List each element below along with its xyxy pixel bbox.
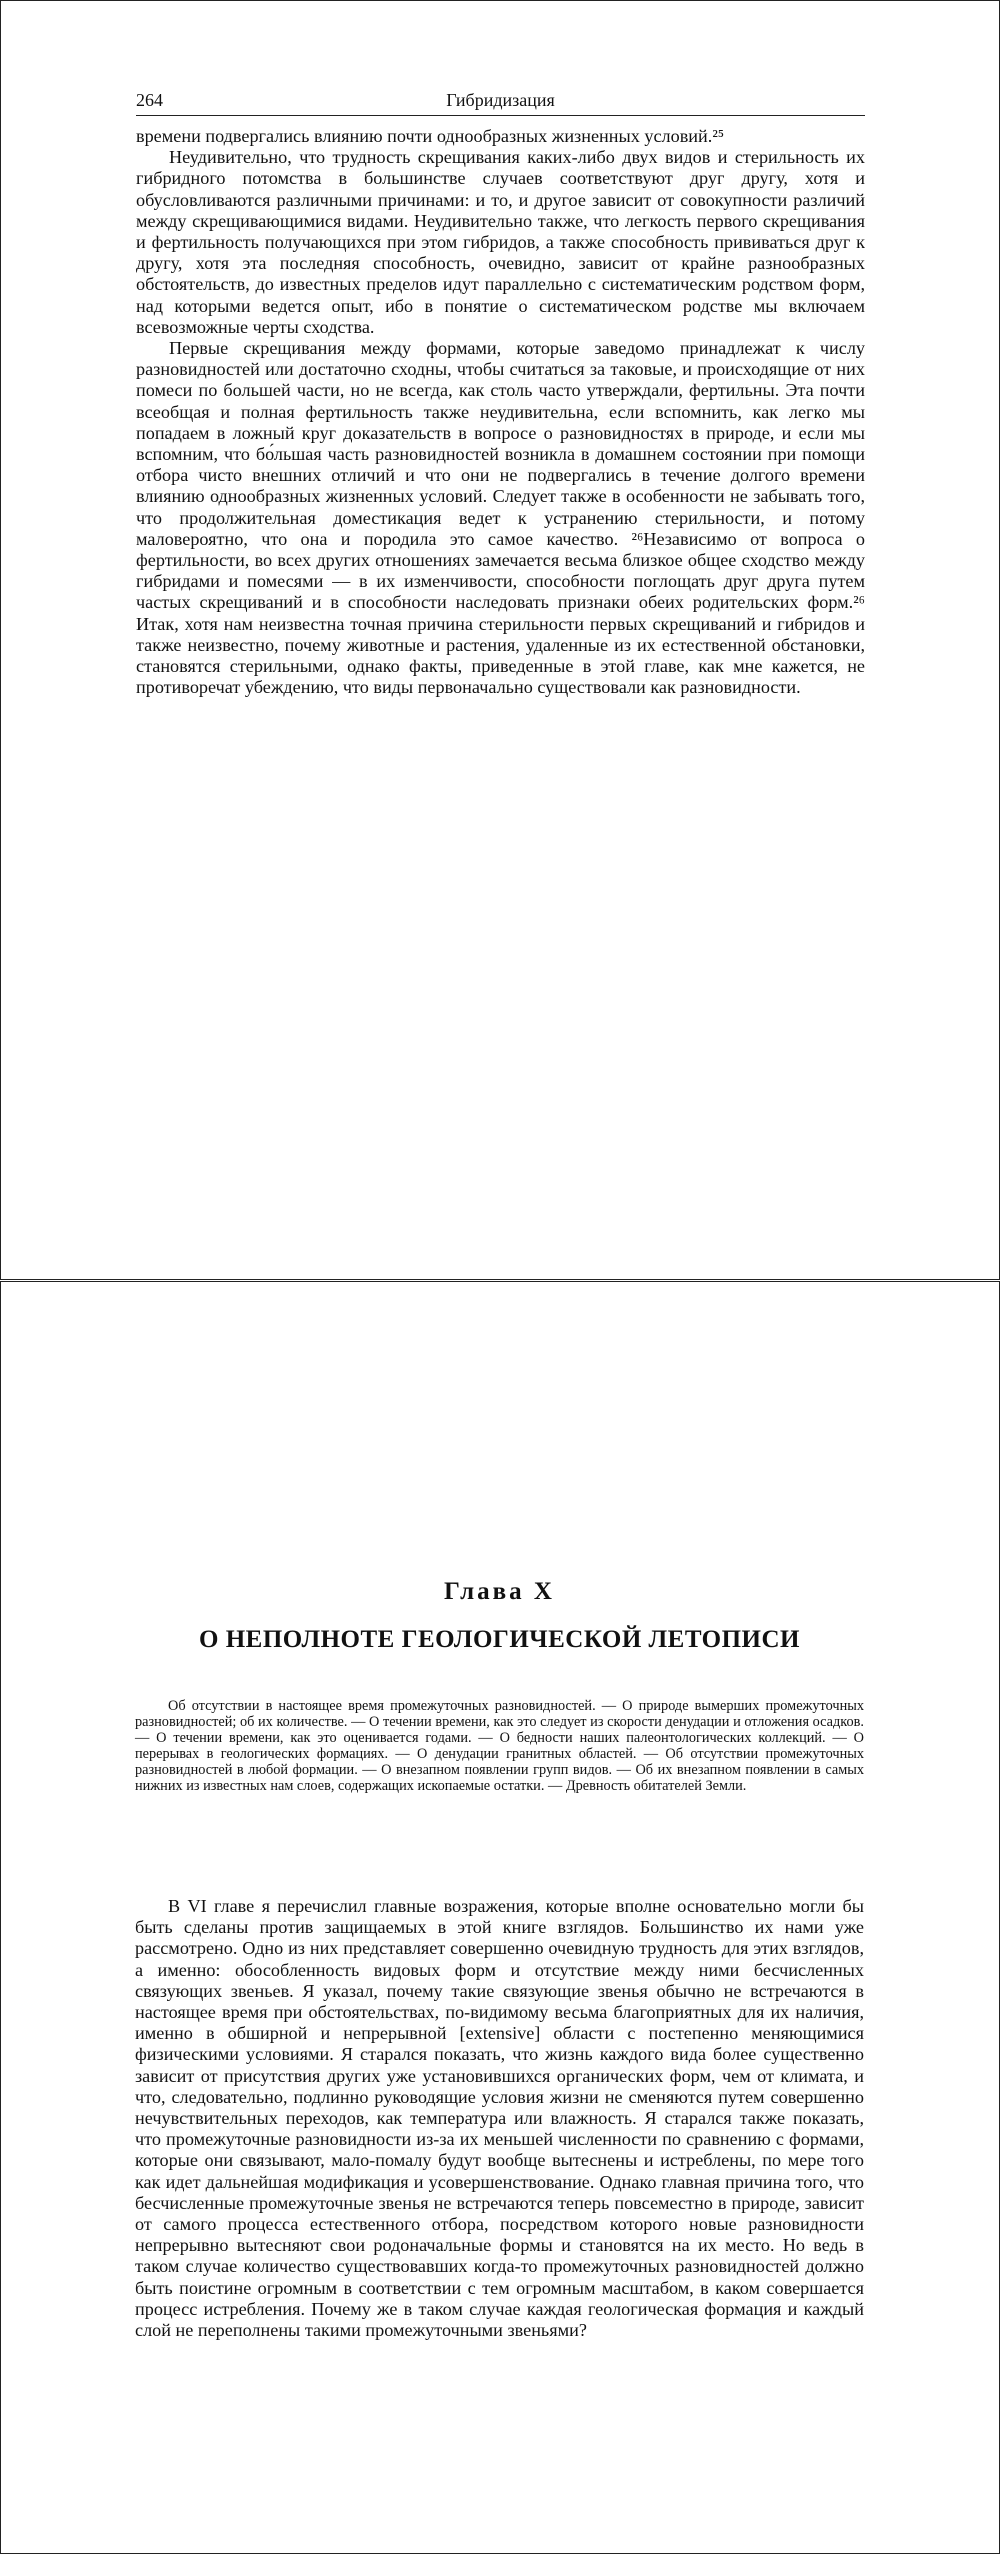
running-title: Гибридизация [446,90,555,110]
chapter-synopsis: Об отсутствии в настоящее время промежуточных разновидностей. — О природе вымерших промежуточных разновидностей; об их количестве. — О течении времени, как это следует из скорости денудации и отложения осадков. — О течении времени, как это оценивается годами. — О бедности наших палеонтологических коллекций. — О перерывах в геологических формациях. — О денудации гранитных областей. — Об отсутствии промежуточных разновидностей в любой формации. — О внезапном появлении групп видов. — Об их внезапном появлении в самых нижних из известных нам слоев, содержащих ископаемые остатки. — Древность обитателей Земли. [135,1698,864,1794]
page-number: 264 [136,90,163,110]
paragraph: В VI главе я перечислил главные возражения, которые вполне основательно могли бы быть сделаны против защищаемых в этой книге взглядов. Большинство их нами уже рассмотрено. Одно из них представляет совершенно очевидную трудность для этих взглядов, а именно: обособленность видовых форм и отсутствие между ними бесчисленных связующих звеньев. Я указал, почему такие связующие звенья обычно не встречаются в настоящее время при обстоятельствах, по-видимому весьма благоприятных для их наличия, именно в обширной и непрерывной [extensive] области с постепенно меняющимися физическими условиями. Я старался показать, что жизнь каждого вида более существенно зависит от присутствия других уже установившихся органических форм, чем от климата, и что, следовательно, подлинно руководящие условия жизни не сменяются путем совершенно нечувствительных переходов, как температура или влажность. Я старался также показать, что промежуточные разновидности из-за их меньшей численности по сравнению с формами, которые они связывают, мало-помалу будут вообще вытеснены и истреблены, по мере того как идет дальнейшая модификация и усовершенствование. Однако главная причина того, что бесчисленные промежуточные звенья не встречаются теперь повсеместно в природе, зависит от самого процесса естественного отбора, посредством которого новые разновидности непрерывно вытесняют свои родоначальные формы и становятся на их место. Но ведь в таком случае количество существовавших когда-то промежуточных разновидностей должно быть поистине огромным в соответствии с тем огромным масштабом, в каком совершается процесс истребления. Почему же в таком случае каждая геологическая формация и каждый слой не переполнены такими промежуточными звеньями? [135,1896,864,2341]
chapter-number: Глава X [444,1578,555,1605]
paragraph: времени подвергались влиянию почти однообразных жизненных условий.²⁵ [136,126,725,146]
paragraph: Первые скрещивания между формами, которые заведомо принадлежат к числу разновидностей или достаточно сходны, чтобы считаться за таковые, и происходящие от них помеси по большей части, но не всегда, как столь часто утверждали, фертильны. Эта почти всеобщая и полная фертильность также неудивительна, если вспомнить, как легко мы попадаем в ложный круг доказательств в вопросе о разновидностях в природе, и если мы вспомним, что бо́льшая часть разновидностей возникла в домашнем состоянии при помощи отбора чисто внешних отличий и что они не подвергались в течение долгого времени влиянию однообразных жизненных условий. Следует также в особенности не забывать того, что продолжительная доместикация ведет к устранению стерильности, и потому маловероятно, что она и породила это самое качество. ²⁶Независимо от вопроса о фертильности, во всех других отношениях замечается весьма близкое общее сходство между гибридами и помесями — в их изменчивости, способности поглощать друг друга путем частых скрещиваний и в способности наследовать признаки обеих родительских форм.²⁶ Итак, хотя нам неизвестна точная причина стерильности первых скрещиваний и гибридов и также неизвестно, почему животные и растения, удаленные из их естественной обстановки, становятся стерильными, однако факты, приведенные в этой главе, как мне кажется, не противоречат убеждению, что виды первоначально существовали как разновидности. [136,338,865,698]
chapter-body [135,1896,864,2341]
page-header [136,87,865,116]
chapter-title: О НЕПОЛНОТЕ ГЕОЛОГИЧЕСКОЙ ЛЕТОПИСИ [199,1626,800,1653]
page-body [136,126,865,698]
paragraph: Неудивительно, что трудность скрещивания каких-либо двух видов и стерильность их гибридного потомства в большинстве случаев соответствуют друг другу, хотя и обусловливаются различными причинами: и то, и другое зависит от совокупности различий между скрещивающимися видами. Неудивительно также, что легкость первого скрещивания и фертильность получающихся при этом гибридов, а также способность прививаться друг к другу, хотя эта последняя способность, очевидно, зависит от крайне разнообразных обстоятельств, до известных пределов идут параллельно с систематическим родством форм, над которыми ведется опыт, ибо в понятие о систематическом родстве мы включаем всевозможные черты сходства. [136,147,865,337]
